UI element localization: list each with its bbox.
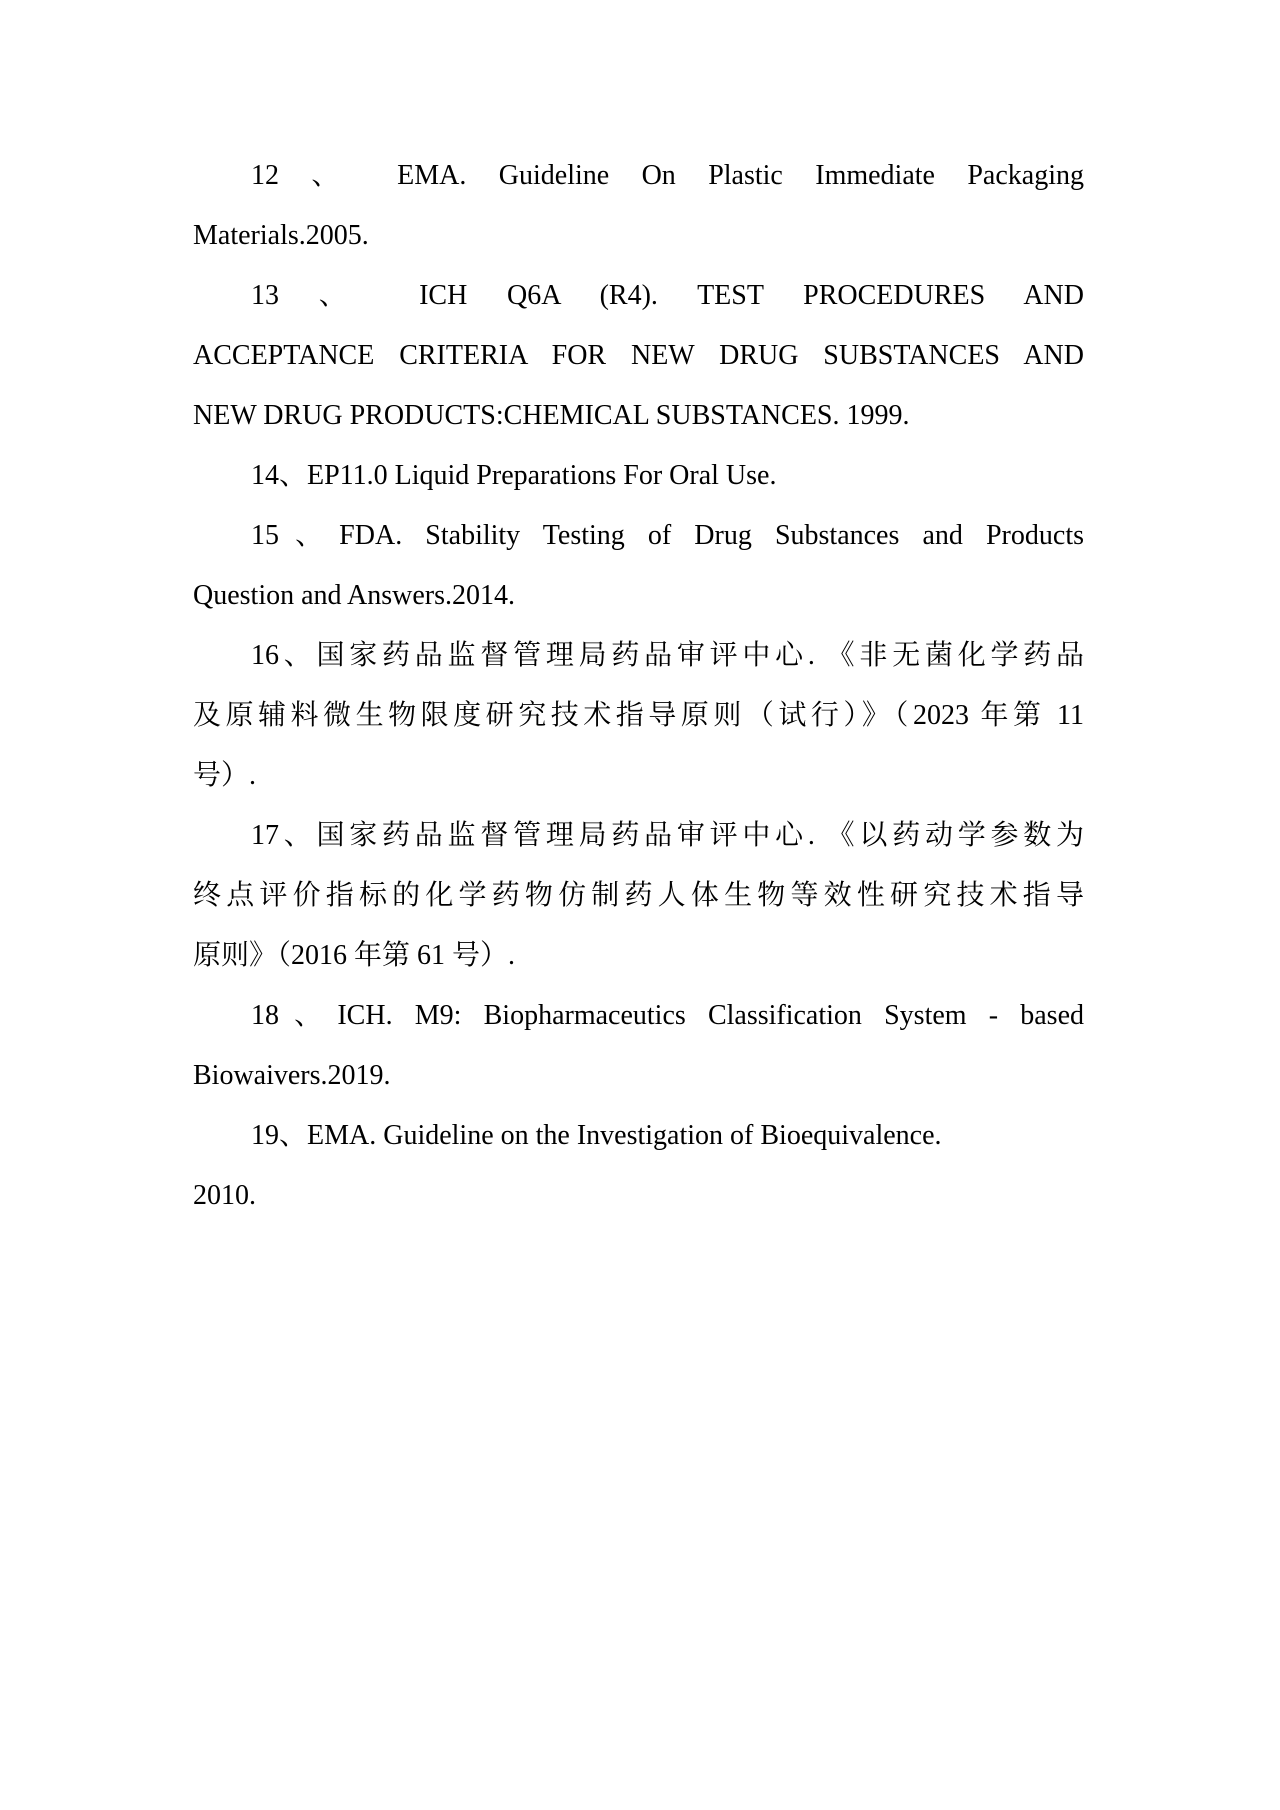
reference-14-line-1: 14、EP11.0 Liquid Preparations For Oral Use. [251,460,777,491]
reference-18-line-1: 18、ICH. M9: Biopharmaceutics Classification System - based [251,1000,1084,1031]
reference-16-line-3: 号）. [193,760,257,791]
reference-15-line-2: Question and Answers.2014. [193,580,515,611]
reference-19-line-2: 2010. [193,1180,256,1211]
reference-16-line-2: 及原辅料微生物限度研究技术指导原则（试行）》（2023 年第 11 [193,700,1084,731]
reference-17-line-2: 终点评价指标的化学药物仿制药人体生物等效性研究技术指导 [193,880,1084,911]
reference-13-line-2: ACCEPTANCE CRITERIA FOR NEW DRUG SUBSTANCES AND [193,340,1084,371]
reference-15-line-1: 15、FDA. Stability Testing of Drug Substances and Products [251,520,1084,551]
reference-17-line-1: 17、国家药品监督管理局药品审评中心. 《以药动学参数为 [251,820,1084,851]
reference-13-line-3: NEW DRUG PRODUCTS:CHEMICAL SUBSTANCES. 1999. [193,400,910,431]
reference-19-line-1: 19、EMA. Guideline on the Investigation of Bioequivalence. [251,1120,942,1151]
reference-12-line-2: Materials.2005. [193,220,369,251]
reference-17-line-3: 原则》（2016 年第 61 号）. [193,940,516,971]
reference-12-line-1: 12 、 EMA. Guideline On Plastic Immediate Packaging [251,160,1084,191]
reference-18-line-2: Biowaivers.2019. [193,1060,391,1091]
reference-13-line-1: 13 、 ICH Q6A (R4). TEST PROCEDURES AND [251,280,1084,311]
reference-16-line-1: 16、国家药品监督管理局药品审评中心. 《非无菌化学药品 [251,640,1084,671]
